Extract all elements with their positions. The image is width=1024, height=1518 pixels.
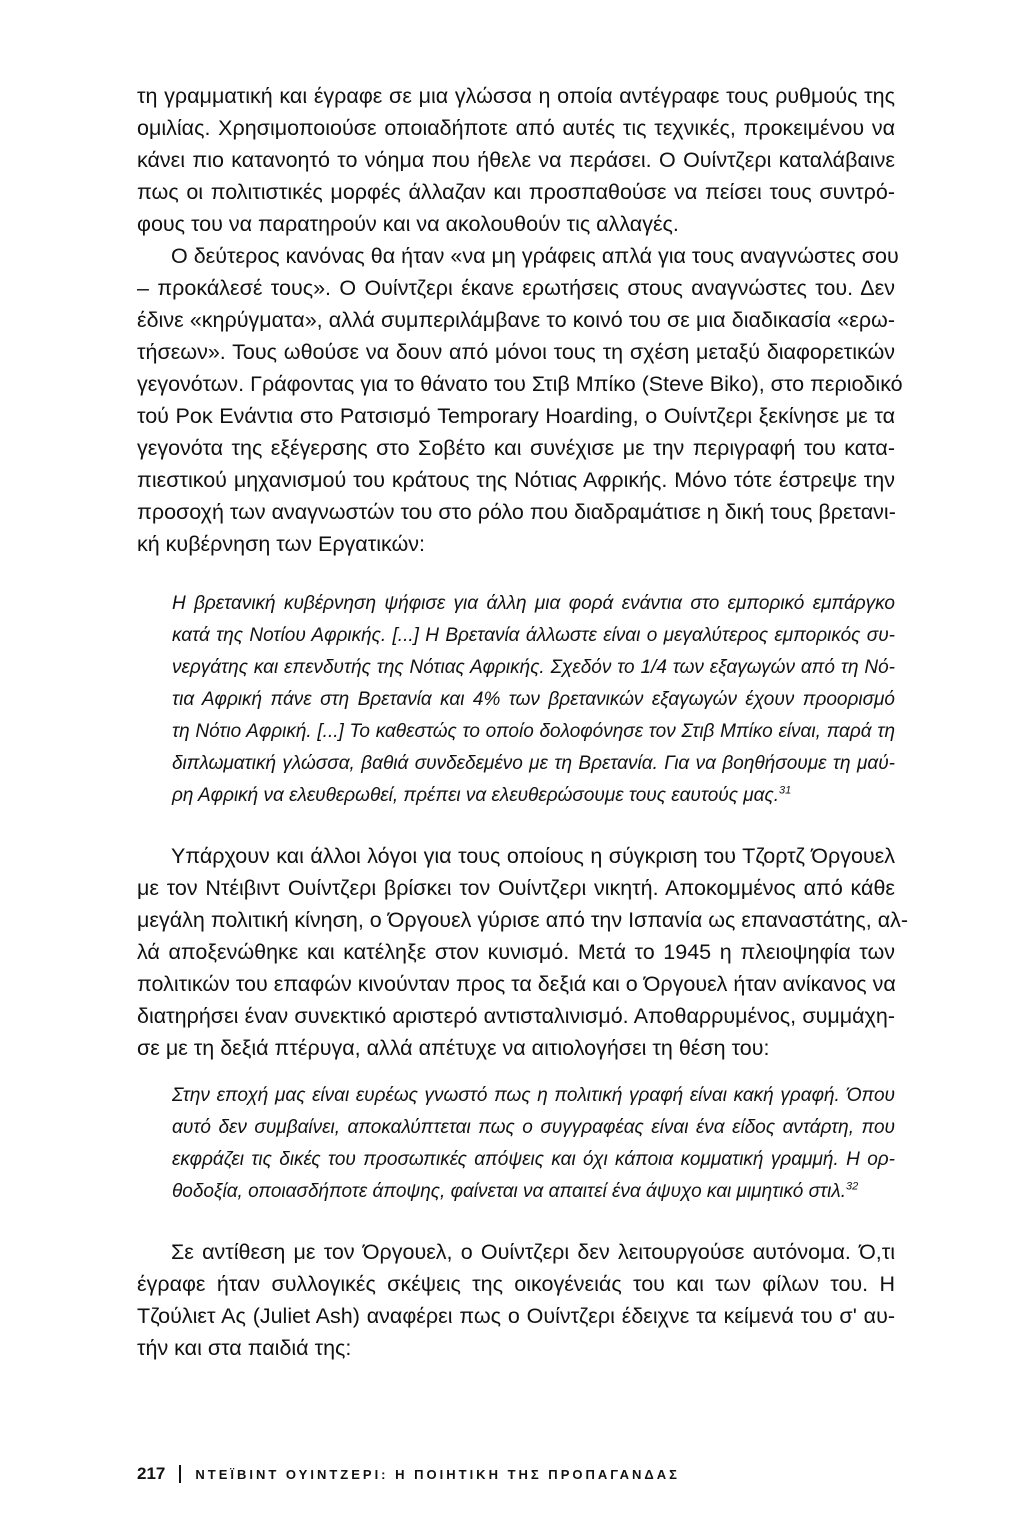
text-line: κή κυβέρνηση των Εργατικών: <box>137 532 425 556</box>
text-line: λά αποξενώθηκε και κατέληξε στον κυνισμό. Μετά το 1945 η πλειοψηφία των <box>137 940 895 964</box>
quote-line: τια Αφρική πάνε στη Βρετανία και 4% των βρετανικών εξαγωγών έχουν προορισμό <box>172 689 895 710</box>
paragraph-4 <box>137 1236 895 1364</box>
paragraph-3 <box>137 840 909 1064</box>
text-line: έγραφε ήταν συλλογικές σκέψεις της οικογένειάς του και των φίλων του. Η <box>137 1272 895 1296</box>
text-line: κάνει πιο κατανοητό το νόημα που ήθελε να περάσει. Ο Ουίντζερι καταλάβαινε <box>137 148 895 172</box>
text-line: σε με τη δεξιά πτέρυγα, αλλά απέτυχε να αιτιολογήσει τη θέση του: <box>137 1036 770 1060</box>
text-line: διατηρήσει έναν συνεκτικό αριστερό αντισταλινισμό. Αποθαρρυμένος, συμμάχη- <box>137 1004 895 1028</box>
text-line: με τον Ντέιβιντ Ουίντζερι βρίσκει τον Ουίντζερι νικητή. Αποκομμένος από κάθε <box>137 876 895 900</box>
text-line: γεγονότων. Γράφοντας για το θάνατο του Στιβ Μπίκο (Steve Biko), στο περιοδικό <box>137 372 903 396</box>
paragraph-1 <box>137 80 895 240</box>
text-line: μεγάλη πολιτική κίνηση, ο Όργουελ γύρισε από την Ισπανία ως επαναστάτης, αλ- <box>137 908 909 932</box>
text-line: πως οι πολιτιστικές μορφές άλλαζαν και προσπαθούσε να πείσει τους συντρό- <box>137 180 895 204</box>
footer-divider <box>179 1465 181 1483</box>
text-line: προσοχή των αναγνωστών του στο ρόλο που διαδραμάτισε η δική τους βρετανι- <box>137 500 896 524</box>
quote-line: τη Νότιο Αφρική. [...] Το καθεστώς το οποίο δολοφόνησε τον Στιβ Μπίκο είναι, παρά τη <box>172 721 895 742</box>
text-line: ομιλίας. Χρησιμοποιούσε οποιαδήποτε από αυτές τις τεχνικές, προκειμένου να <box>137 116 895 140</box>
text-line: Υπάρχουν και άλλοι λόγοι για τους οποίους η σύγκριση του Τζορτζ Όργουελ <box>171 844 895 868</box>
footnote-marker: 32 <box>845 1180 859 1193</box>
paragraph-2 <box>137 240 903 560</box>
quote-line <box>172 780 895 812</box>
running-head: ΝΤΕΪΒΙΝΤ ΟΥΙΝΤΖΕΡΙ: Η ΠΟΙΗΤΙΚΗ ΤΗΣ ΠΡΟΠΑΓΑΝΔΑΣ <box>195 1466 680 1482</box>
quote-line: νεργάτης και επενδυτής της Νότιας Αφρικής. Σχεδόν το 1/4 των εξαγωγών από τη Νό- <box>172 657 895 678</box>
text-line: γεγονότα της εξέγερσης στο Σοβέτο και συνέχισε με την περιγραφή του κατα- <box>137 436 895 460</box>
quote-line: κατά της Νοτίου Αφρικής. [...] Η Βρετανία άλλωστε είναι ο μεγαλύτερος εμπορικός συ- <box>172 625 895 646</box>
text-line: Σε αντίθεση με τον Όργουελ, ο Ουίντζερι δεν λειτουργούσε αυτόνομα. Ό,τι <box>171 1240 895 1264</box>
page-footer <box>137 1462 680 1486</box>
quote-line: αυτό δεν συμβαίνει, αποκαλύπτεται πως ο συγγραφέας είναι ένα είδος αντάρτη, που <box>172 1117 895 1138</box>
quote-line: διπλωματική γλώσσα, βαθιά συνδεδεμένο με τη Βρετανία. Για να βοηθήσουμε τη μαύ- <box>172 753 895 774</box>
text-line: τήν και στα παιδιά της: <box>137 1336 352 1360</box>
quote-line: εκφράζει τις δικές του προσωπικές απόψεις και όχι κάποια κομματική γραμμή. Η ορ- <box>172 1149 895 1170</box>
text-line: φους του να παρατηρούν και να ακολουθούν τις αλλαγές. <box>137 212 679 236</box>
quote-line: Η βρετανική κυβέρνηση ψήφισε για άλλη μια φορά ενάντια στο εμπορικό εμπάργκο <box>172 593 895 614</box>
quote-line <box>172 1176 895 1208</box>
page-number: 217 <box>137 1464 166 1483</box>
text-line: έδινε «κηρύγματα», αλλά συμπεριλάμβανε το κοινό του σε μια διαδικασία «ερω- <box>137 308 895 332</box>
text-line: – προκάλεσέ τους». Ο Ουίντζερι έκανε ερωτήσεις στους αναγνώστες του. Δεν <box>137 276 895 300</box>
text-line: Ο δεύτερος κανόνας θα ήταν «να μη γράφεις απλά για τους αναγνώστες σου <box>171 244 899 268</box>
quote-line-text: ρη Αφρική να ελευθερωθεί, πρέπει να ελευθερώσουμε τους εαυτούς μας. <box>172 785 780 806</box>
text-line: τήσεων». Τους ωθούσε να δουν από μόνοι τους τη σχέση μεταξύ διαφορετικών <box>137 340 895 364</box>
text-line: πολιτικών του επαφών κινούνταν προς τα δεξιά και ο Όργουελ ήταν ανίκανος να <box>137 972 896 996</box>
text-line: τού Ροκ Ενάντια στο Ρατσισμό Temporary Hoarding, ο Ουίντζερι ξεκίνησε με τα <box>137 404 895 428</box>
block-quote-2 <box>172 1080 895 1208</box>
quote-line-text: θοδοξία, οποιασδήποτε άποψης, φαίνεται να απαιτεί ένα άψυχο και μιμητικό στιλ. <box>172 1181 846 1202</box>
footnote-marker: 31 <box>779 784 792 797</box>
block-quote-1 <box>172 588 895 812</box>
text-line: Τζούλιετ Ας (Juliet Ash) αναφέρει πως ο Ουίντζερι έδειχνε τα κείμενά του σ' αυ- <box>137 1304 895 1328</box>
text-line: τη γραμματική και έγραφε σε μια γλώσσα η οποία αντέγραφε τους ρυθμούς της <box>137 84 895 108</box>
text-line: πιεστικού μηχανισμού του κράτους της Νότιας Αφρικής. Μόνο τότε έστρεψε την <box>137 468 895 492</box>
quote-line: Στην εποχή μας είναι ευρέως γνωστό πως η πολιτική γραφή είναι κακή γραφή. Όπου <box>172 1085 895 1106</box>
